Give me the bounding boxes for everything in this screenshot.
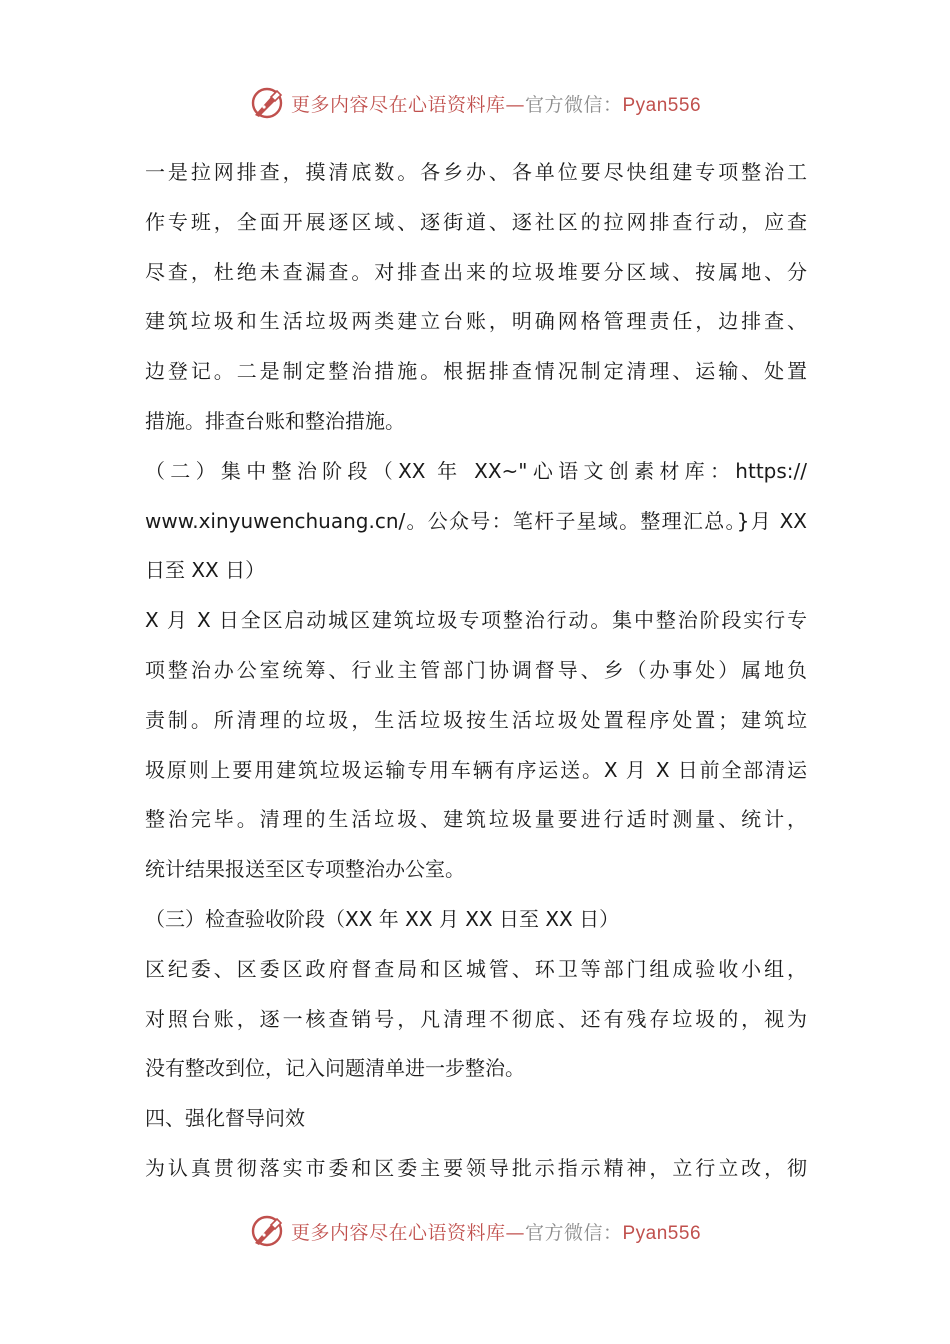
paragraph-line: 项整治办公室统筹、行业主管部门协调督导、乡（办事处）属地负	[145, 657, 807, 682]
paragraph-line: 为认真贯彻落实市委和区委主要领导批示指示精神，立行立改，彻	[145, 1155, 807, 1180]
paragraph-line: 建筑垃圾和生活垃圾两类建立台账，明确网格管理责任，边排查、	[145, 309, 807, 334]
paragraph-line: 整治完毕。清理的生活垃圾、建筑垃圾量要进行适时测量、统计，	[145, 807, 807, 832]
footer-dash: —	[505, 1221, 525, 1244]
footer-brand: 更多内容尽在心语资料库	[290, 1221, 506, 1244]
section-heading: （三）检查验收阶段（XX 年 XX 月 XX 日至 XX 日）	[145, 906, 620, 931]
paragraph-line: 圾原则上要用建筑垃圾运输专用车辆有序运送。X 月 X 日前全部清运	[145, 757, 807, 782]
header-brand: 更多内容尽在心语资料库	[290, 93, 506, 116]
header-banner	[0, 83, 950, 123]
footer-text	[291, 1218, 701, 1245]
paragraph-line: X 月 X 日全区启动城区建筑垃圾专项整治行动。集中整治阶段实行专	[145, 608, 807, 633]
pen-nib-logo-icon	[249, 1213, 285, 1249]
paragraph-line: 边登记。二是制定整治措施。根据排查情况制定清理、运输、处置	[145, 359, 807, 384]
footer-wechat-label: 官方微信：	[524, 1221, 623, 1244]
paragraph-line: 措施。排查台账和整治措施。	[145, 408, 405, 433]
section-heading: 四、强化督导问效	[145, 1106, 305, 1131]
paragraph-line: 区纪委、区委区政府督查局和区城管、环卫等部门组成验收小组，	[145, 956, 807, 981]
footer-banner	[0, 1211, 950, 1251]
paragraph-line: 对照台账，逐一核查销号，凡清理不彻底、还有残存垃圾的，视为	[145, 1006, 807, 1031]
header-text	[291, 90, 701, 117]
document-body	[145, 148, 807, 1194]
header-dash: —	[505, 93, 525, 116]
paragraph-line: 责制。所清理的垃圾，生活垃圾按生活垃圾处置程序处置；建筑垃	[145, 707, 807, 732]
header-wechat-label: 官方微信：	[524, 93, 623, 116]
header-wechat-id: Pyan556	[622, 94, 702, 116]
paragraph-line: 一是拉网排查，摸清底数。各乡办、各单位要尽快组建专项整治工	[145, 160, 807, 184]
paragraph-line: 尽查，杜绝未查漏查。对排查出来的垃圾堆要分区域、按属地、分	[145, 259, 807, 284]
paragraph-line: 作专班，全面开展逐区域、逐街道、逐社区的拉网排查行动，应查	[145, 209, 807, 234]
paragraph-line: 日至 XX 日）	[145, 558, 266, 583]
section-heading: （二）集中整治阶段（XX 年 XX~"心语文创素材库：https://	[145, 458, 807, 483]
paragraph-line: 统计结果报送至区专项整治办公室。	[145, 857, 465, 882]
paragraph-line: 没有整改到位，记入问题清单进一步整治。	[145, 1056, 525, 1081]
paragraph-line: www.xinyuwenchuang.cn/。公众号：笔杆子星域。整理汇总。}月 XX	[145, 508, 807, 533]
footer-wechat-id: Pyan556	[622, 1222, 702, 1244]
pen-nib-logo-icon	[249, 85, 285, 121]
